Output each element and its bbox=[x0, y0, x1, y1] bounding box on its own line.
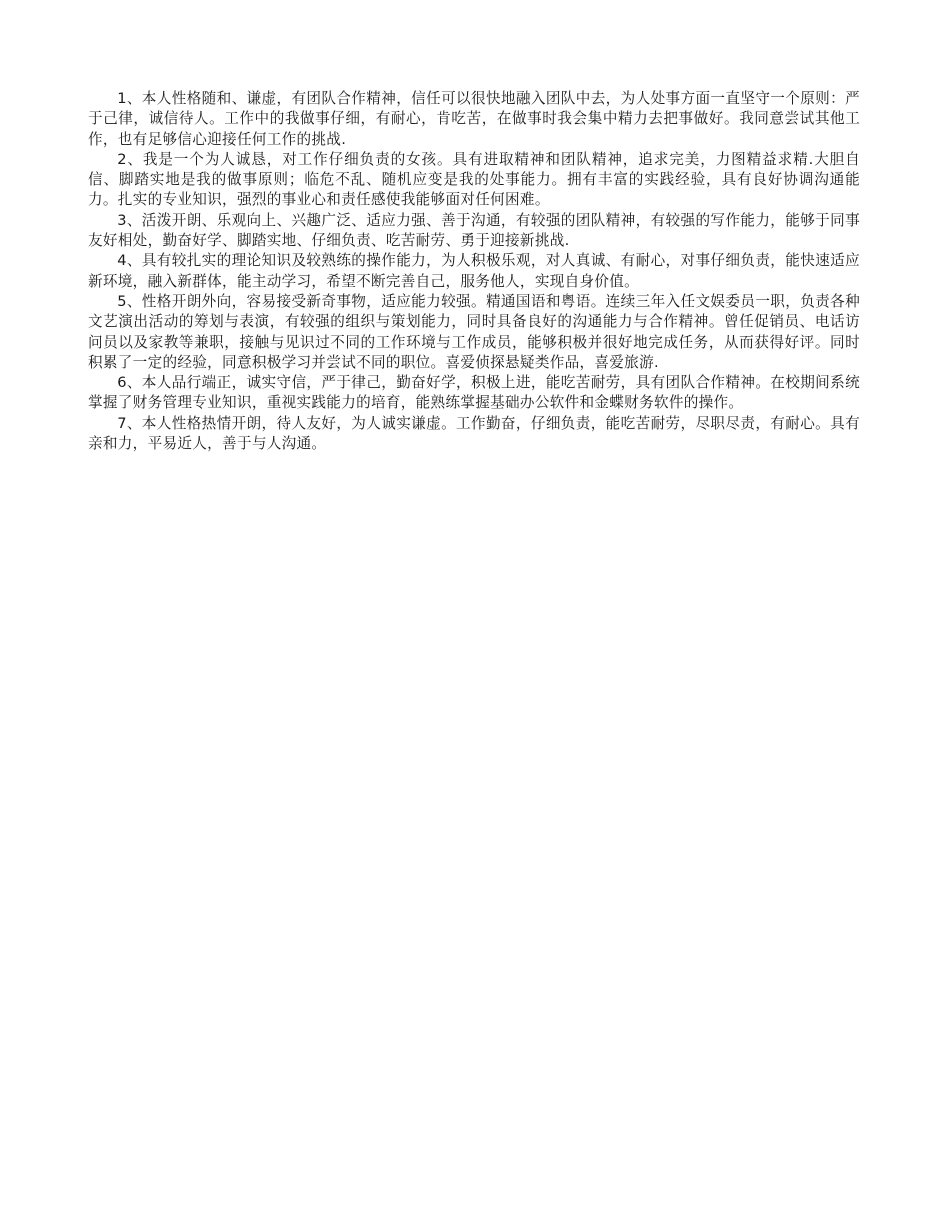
document-body bbox=[88, 89, 860, 454]
paragraph-4: 4、具有较扎实的理论知识及较熟练的操作能力，为人积极乐观，对人真诚、有耐心，对事仔细负责，能快速适应新环境，融入新群体，能主动学习，希望不断完善自己，服务他人，实现自身价值。 bbox=[88, 252, 860, 290]
paragraph-5: 5、性格开朗外向，容易接受新奇事物，适应能力较强。精通国语和粤语。连续三年入任文娱委员一职，负责各种文艺演出活动的筹划与表演，有较强的组织与策划能力，同时具备良好的沟通能力与合作精神。曾任促销员、电话访问员以及家教等兼职，接触与见识过不同的工作环境与工作成员，能够积极并很好地完成任务，从而获得好评。同时积累了一定的经验，同意积极学习并尝试不同的职位。喜爱侦探悬疑类作品，喜爱旅游. bbox=[88, 292, 860, 371]
paragraph-3: 3、活泼开朗、乐观向上、兴趣广泛、适应力强、善于沟通，有较强的团队精神，有较强的写作能力，能够于同事友好相处，勤奋好学、脚踏实地、仔细负责、吃苦耐劳、勇于迎接新挑战. bbox=[88, 211, 860, 250]
paragraph-2: 2、我是一个为人诚恳，对工作仔细负责的女孩。具有进取精神和团队精神，追求完美，力图精益求精.大胆自信、脚踏实地是我的做事原则；临危不乱、随机应变是我的处事能力。拥有丰富的实践经验，具有良好协调沟通能力。扎实的专业知识，强烈的事业心和责任感使我能够面对任何困难。 bbox=[88, 150, 860, 209]
paragraph-6: 6、本人品行端正，诚实守信，严于律己，勤奋好学，积极上进，能吃苦耐劳，具有团队合作精神。在校期间系统掌握了财务管理专业知识，重视实践能力的培育，能熟练掌握基础办公软件和金蝶财务软件的操作。 bbox=[88, 374, 860, 412]
paragraph-7: 7、本人性格热情开朗，待人友好，为人诚实谦虚。工作勤奋，仔细负责，能吃苦耐劳，尽职尽责，有耐心。具有亲和力，平易近人，善于与人沟通。 bbox=[88, 414, 860, 453]
paragraph-1: 1、本人性格随和、谦虚，有团队合作精神，信任可以很快地融入团队中去，为人处事方面一直坚守一个原则：严于己律，诚信待人。工作中的我做事仔细，有耐心，肯吃苦，在做事时我会集中精力去把事做好。我同意尝试其他工作，也有足够信心迎接任何工作的挑战. bbox=[88, 90, 860, 148]
